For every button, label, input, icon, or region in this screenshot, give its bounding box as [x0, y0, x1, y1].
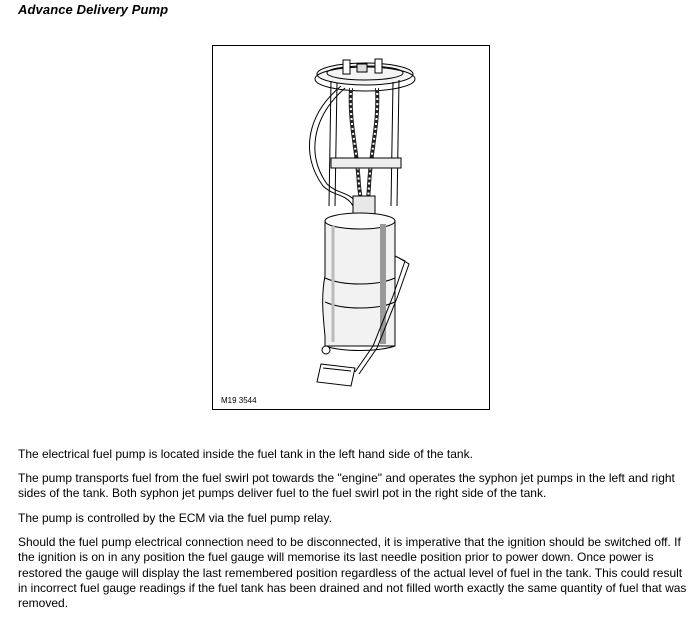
figure-code-label: M19 3544: [221, 396, 257, 405]
fuel-pump-figure: [212, 45, 490, 410]
fuel-pump-illustration: [213, 46, 489, 409]
paragraph-warning: Should the fuel pump electrical connection need to be disconnected, it is imperative that the ignition should be switched off. If the ignition is on in any position the fuel gauge will memorise its last needle position prior to power down. Once power is restored the gauge will display the last remembered position regardless of the actual level of fuel in the tank. This could result in incorrect fuel gauge readings if the fuel tank has been drained and not filled worth exactly the same quantity of fuel that was removed.: [18, 535, 687, 611]
paragraph-control: The pump is controlled by the ECM via the fuel pump relay.: [18, 511, 332, 525]
paragraph-location: The electrical fuel pump is located inside the fuel tank in the left hand side of the tank.: [18, 447, 473, 461]
section-heading: Advance Delivery Pump: [18, 2, 169, 17]
paragraph-function: The pump transports fuel from the fuel swirl pot towards the "engine" and operates the syphon jet pumps in the left and right sides of the tank. Both syphon jet pumps deliver fuel to the fuel swirl pot in the right side of the tank.: [18, 471, 675, 501]
